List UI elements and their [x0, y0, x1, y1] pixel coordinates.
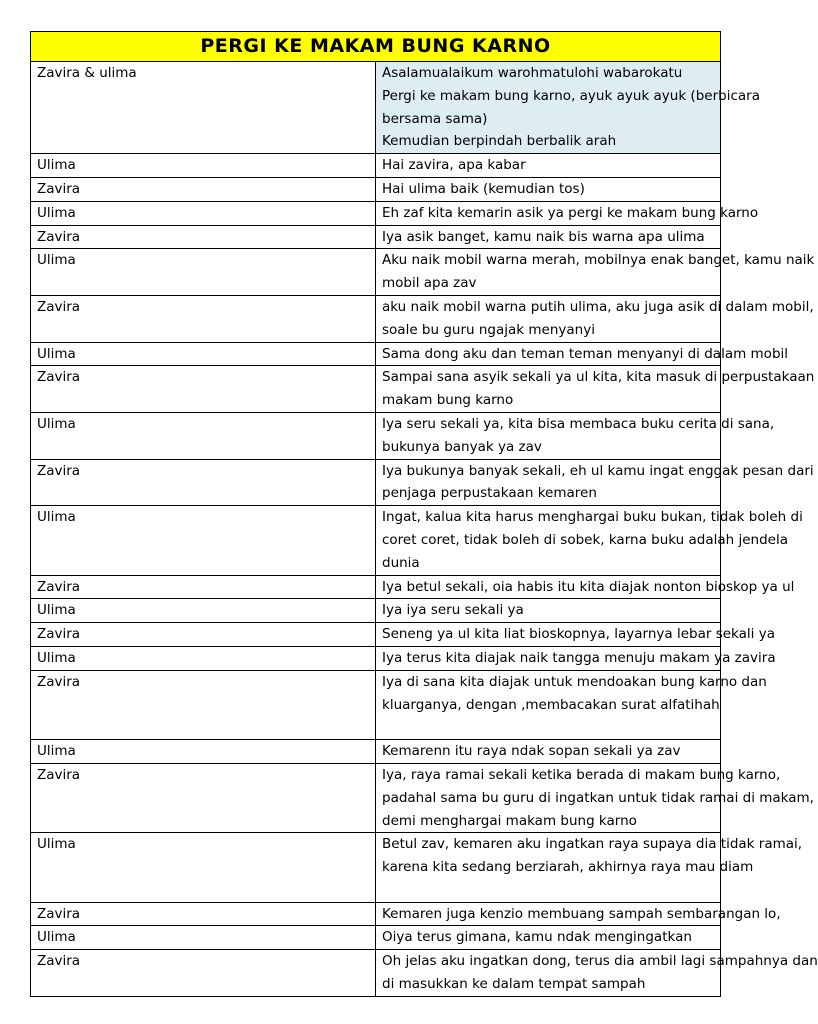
dialogue-line: Iya di sana kita diajak untuk mendoakan bung karno dan: [382, 673, 767, 690]
dialogue-row: [31, 833, 721, 902]
dialogue-line: Hai ulima baik (kemudian tos): [382, 180, 585, 197]
dialogue-row: [31, 177, 721, 201]
dialogue-line: Kemudian berpindah berbalik arah: [382, 133, 617, 150]
speaker-cell: Zavira: [31, 366, 376, 413]
dialogue-line: Oiya terus gimana, kamu ndak mengingatkan: [382, 929, 692, 946]
dialogue-line: Betul zav, kemaren aku ingatkan raya supaya dia tidak ramai,: [382, 836, 803, 853]
dialogue-line: Sampai sana asyik sekali ya ul kita, kita masuk di perpustakaan: [382, 369, 815, 386]
dialogue-line: [382, 879, 714, 902]
dialogue-cell: [376, 926, 721, 950]
speaker-cell: Zavira & ulima: [31, 62, 376, 154]
speaker-cell: Zavira: [31, 225, 376, 249]
speaker-cell: Ulima: [31, 154, 376, 178]
dialogue-line: Eh zaf kita kemarin asik ya pergi ke makam bung karno: [382, 204, 759, 221]
dialogue-cell: [376, 833, 803, 902]
dialogue-line: Iya iya seru sekali ya: [382, 602, 524, 619]
dialogue-cell: [376, 763, 814, 832]
dialogue-line: Iya seru sekali ya, kita bisa membaca buku cerita di sana,: [382, 415, 775, 432]
dialogue-cell: [376, 670, 767, 739]
dialogue-line: Sama dong aku dan teman teman menyanyi di dalam mobil: [382, 345, 789, 362]
dialogue-cell: [376, 225, 721, 249]
dialogue-line: karena kita sedang berziarah, akhirnya raya mau diam: [382, 859, 754, 876]
dialogue-row: [31, 506, 721, 575]
dialogue-cell: [376, 506, 803, 575]
dialogue-line: penjaga perpustakaan kemaren: [382, 485, 597, 502]
dialogue-row: [31, 623, 721, 647]
document-page: [30, 31, 818, 997]
dialogue-line: kluarganya, dengan ,membacakan surat alfatihah: [382, 696, 720, 713]
speaker-cell: Ulima: [31, 646, 376, 670]
dialogue-row: [31, 62, 721, 154]
dialogue-line: Oh jelas aku ingatkan dong, terus dia ambil lagi sampahnya dan: [382, 953, 818, 970]
speaker-cell: Zavira: [31, 763, 376, 832]
dialogue-row: [31, 950, 721, 997]
dialogue-row: [31, 575, 721, 599]
speaker-cell: Ulima: [31, 833, 376, 902]
dialogue-row: [31, 926, 721, 950]
dialogue-line: makam bung karno: [382, 392, 514, 409]
dialogue-line: bersama sama): [382, 110, 488, 127]
speaker-cell: Zavira: [31, 623, 376, 647]
dialogue-line: padahal sama bu guru di ingatkan untuk tidak ramai di makam,: [382, 789, 814, 806]
dialogue-row: [31, 342, 721, 366]
dialogue-cell: [376, 412, 775, 459]
dialogue-table: [30, 31, 818, 997]
dialogue-row: [31, 412, 721, 459]
speaker-cell: Zavira: [31, 459, 376, 506]
dialogue-line: Hai zavira, apa kabar: [382, 157, 526, 174]
dialogue-row: [31, 646, 721, 670]
dialogue-cell: [376, 62, 760, 154]
dialogue-row: [31, 763, 721, 832]
dialogue-line: coret coret, tidak boleh di sobek, karna buku adalah jendela: [382, 531, 789, 548]
dialogue-line: mobil apa zav: [382, 275, 477, 292]
speaker-cell: Zavira: [31, 177, 376, 201]
speaker-cell: Ulima: [31, 249, 376, 296]
dialogue-cell: [376, 623, 775, 647]
speaker-cell: Ulima: [31, 412, 376, 459]
dialogue-cell: [376, 950, 818, 997]
dialogue-row: [31, 225, 721, 249]
speaker-cell: Ulima: [31, 201, 376, 225]
dialogue-line: dunia: [382, 554, 420, 571]
dialogue-cell: [376, 342, 789, 366]
speaker-cell: Ulima: [31, 342, 376, 366]
dialogue-line: Iya betul sekali, oia habis itu kita diajak nonton bioskop ya ul: [382, 578, 795, 595]
dialogue-line: Aku naik mobil warna merah, mobilnya enak banget, kamu naik: [382, 252, 815, 269]
dialogue-line: Kemarenn itu raya ndak sopan sekali ya zav: [382, 743, 681, 760]
dialogue-cell: [376, 740, 721, 764]
dialogue-line: Asalamualaikum warohmatulohi wabarokatu: [382, 65, 683, 81]
dialogue-row: [31, 902, 721, 926]
speaker-cell: Ulima: [31, 926, 376, 950]
dialogue-line: Iya asik banget, kamu naik bis warna apa ulima: [382, 228, 705, 245]
speaker-cell: Zavira: [31, 575, 376, 599]
dialogue-cell: [376, 459, 814, 506]
document-title: PERGI KE MAKAM BUNG KARNO: [31, 32, 721, 62]
dialogue-line: Pergi ke makam bung karno, ayuk ayuk ayuk (berbicara: [382, 87, 760, 104]
dialogue-line: demi menghargai makam bung karno: [382, 812, 637, 829]
speaker-cell: Ulima: [31, 506, 376, 575]
dialogue-cell: [376, 295, 814, 342]
dialogue-row: [31, 295, 721, 342]
dialogue-line: Iya terus kita diajak naik tangga menuju makam ya zavira: [382, 649, 776, 666]
dialogue-row: [31, 670, 721, 739]
dialogue-line: Ingat, kalua kita harus menghargai buku bukan, tidak boleh di: [382, 509, 803, 526]
dialogue-cell: [376, 599, 721, 623]
dialogue-row: [31, 249, 721, 296]
dialogue-cell: [376, 249, 815, 296]
dialogue-cell: [376, 646, 776, 670]
dialogue-cell: [376, 575, 795, 599]
dialogue-cell: [376, 902, 781, 926]
dialogue-line: aku naik mobil warna putih ulima, aku juga asik di dalam mobil,: [382, 298, 814, 315]
dialogue-line: Iya bukunya banyak sekali, eh ul kamu ingat enggak pesan dari: [382, 462, 814, 479]
dialogue-row: [31, 154, 721, 178]
speaker-cell: Zavira: [31, 670, 376, 739]
dialogue-row: [31, 740, 721, 764]
speaker-cell: Ulima: [31, 740, 376, 764]
dialogue-line: Iya, raya ramai sekali ketika berada di makam bung karno,: [382, 766, 781, 783]
speaker-cell: Zavira: [31, 950, 376, 997]
dialogue-cell: [376, 201, 759, 225]
dialogue-line: Seneng ya ul kita liat bioskopnya, layarnya lebar sekali ya: [382, 626, 775, 643]
dialogue-cell: [376, 177, 721, 201]
dialogue-row: [31, 201, 721, 225]
dialogue-line: [382, 716, 714, 739]
speaker-cell: Zavira: [31, 902, 376, 926]
speaker-cell: Ulima: [31, 599, 376, 623]
dialogue-cell: [376, 366, 815, 413]
dialogue-line: bukunya banyak ya zav: [382, 438, 542, 455]
speaker-cell: Zavira: [31, 295, 376, 342]
dialogue-cell: [376, 154, 721, 178]
dialogue-row: [31, 599, 721, 623]
dialogue-row: [31, 366, 721, 413]
title-row: [31, 32, 721, 62]
dialogue-line: di masukkan ke dalam tempat sampah: [382, 976, 646, 993]
dialogue-row: [31, 459, 721, 506]
dialogue-line: Kemaren juga kenzio membuang sampah sembarangan lo,: [382, 905, 781, 922]
dialogue-line: soale bu guru ngajak menyanyi: [382, 321, 595, 338]
